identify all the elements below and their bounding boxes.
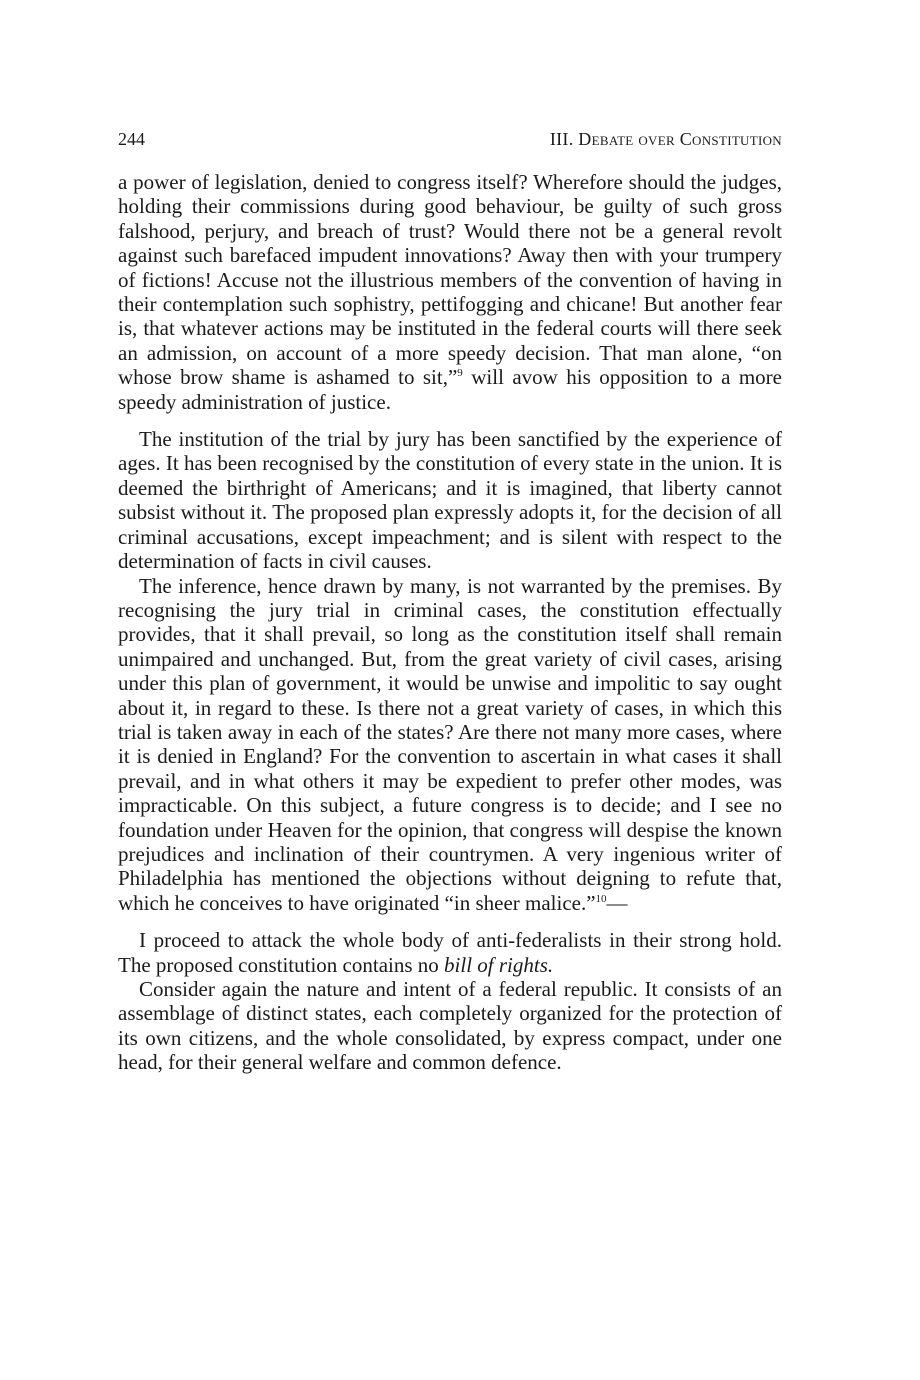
paragraph-2: The institution of the trial by jury has been sanctified by the experience of ages. It has been recognised by the constitution of every state in the union. It is deemed the birthright of Americans; and it is imagined, that liberty cannot subsist without it. The proposed plan expressly adopts it, for the decision of all criminal accusations, except impeachment; and is silent with respect to the determination of facts in civil causes.	[118, 427, 782, 574]
running-title: III. Debate over Constitution	[549, 129, 782, 149]
footnote-ref-9: 9	[457, 367, 463, 380]
paragraph-4-text: I proceed to attack the whole body of anti-federalists in their strong hold. The proposed constitution contains no	[118, 928, 782, 977]
running-head	[118, 128, 782, 150]
page-number: 244	[118, 129, 145, 149]
paragraph-1-text: a power of legislation, denied to congress itself? Wherefore should the judges, holding their commissions during good behaviour, be guilty of such gross falshood, perjury, and breach of trust? Would there not be a general revolt against such barefaced impudent innovations? Away then with your trumpery of fictions! Accuse not the illustrious members of the convention of having in their contemplation such sophistry, pettifogging and chicane! But another fear is, that whatever actions may be instituted in the federal courts will there seek an admission, on account of a more speedy decision. That man alone, “on whose brow shame is ashamed to sit,”	[118, 170, 782, 390]
paragraph-3	[118, 574, 782, 916]
paragraph-3-tail: —	[606, 890, 628, 915]
paragraph-5: Consider again the nature and intent of a federal republic. It consists of an assemblage of distinct states, each completely organized for the protection of its own citizens, and the whole consolidated, by express compact, under one head, for their general welfare and common defence.	[118, 977, 782, 1075]
paragraph-4	[118, 928, 782, 977]
book-page	[118, 128, 782, 1075]
paragraph-3-text: The inference, hence drawn by many, is not warranted by the premises. By recognising the jury trial in criminal cases, the constitution effectually provides, that it shall prevail, so long as the constitution itself shall remain unimpaired and unchanged. But, from the great variety of civil cases, arising under this plan of government, it would be unwise and impolitic to say ought about it, in regard to these. Is there not a great variety of cases, in which this trial is taken away in each of the states? Are there not many more cases, where it is denied in England? For the convention to ascertain in what cases it shall prevail, and in what others it may be expedient to prefer other modes, was impracticable. On this subject, a future congress is to decide; and I see no foundation under Heaven for the opinion, that congress will despise the known prejudices and inclination of their countrymen. A very ingenious writer of Philadelphia has mentioned the objections without deigning to refute that, which he conceives to have originated “in sheer malice.”	[118, 573, 782, 915]
paragraph-1-tail: will avow his opposition to a more speedy administration of justice.	[118, 365, 782, 414]
paragraph-4-italic: bill of rights.	[444, 952, 554, 977]
paragraph-1	[118, 170, 782, 414]
footnote-ref-10: 10	[595, 892, 607, 905]
